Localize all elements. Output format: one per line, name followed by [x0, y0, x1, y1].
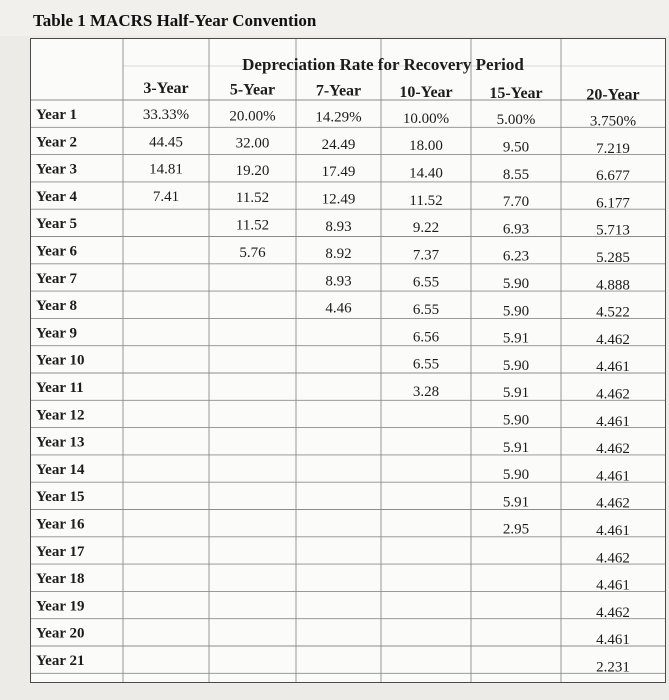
table-cell: 14.29%	[315, 109, 362, 126]
table-cell: 11.52	[235, 190, 270, 207]
table-cell: 5.90	[502, 276, 530, 292]
row-label: Year 6	[36, 243, 77, 260]
row-label: Year 1	[36, 107, 77, 123]
table-cell: 6.177	[596, 195, 630, 212]
table-cell: 8.55	[502, 166, 530, 183]
table-title: Table 1 MACRS Half-Year Convention	[33, 11, 317, 30]
row-label: Year 3	[36, 161, 77, 178]
table-cell: 7.37	[412, 247, 440, 264]
table-cell: 17.49	[321, 164, 356, 181]
table-cell: 5.90	[502, 303, 530, 320]
table-cell: 2.231	[596, 659, 630, 676]
table-cell: 5.90	[502, 357, 530, 374]
table-cell: 7.219	[596, 140, 630, 157]
table-cell: 20.00%	[229, 108, 276, 125]
table-cell: 4.461	[596, 413, 630, 430]
macrs-table	[30, 38, 666, 683]
row-label: Year 8	[36, 298, 77, 315]
table-cell: 6.23	[502, 248, 530, 265]
table-cell: 5.90	[502, 412, 530, 429]
table-cell: 5.91	[502, 385, 530, 402]
table-cell: 4.462	[596, 386, 630, 403]
table-cell: 3.750%	[589, 113, 637, 130]
table-cell: 11.52	[235, 217, 270, 234]
row-label: Year 10	[36, 352, 85, 369]
row-label: Year 7	[36, 270, 77, 287]
table-cell: 14.81	[149, 161, 183, 178]
table-cell: 5.91	[502, 494, 530, 511]
table-cell: 12.49	[321, 191, 356, 208]
table-cell: 19.20	[235, 162, 270, 179]
table-cell: 5.91	[502, 439, 530, 456]
table-cell: 4.462	[596, 550, 630, 567]
table-cell: 10.00%	[402, 110, 450, 127]
table-cell: 8.92	[325, 246, 352, 263]
row-label: Year 11	[36, 380, 84, 396]
macrs-table-grid	[31, 39, 665, 682]
table-cell: 6.677	[596, 168, 630, 185]
table-cell: 9.22	[412, 220, 440, 237]
row-label: Year 17	[36, 543, 85, 560]
row-label: Year 12	[36, 407, 85, 424]
column-header: 3-Year	[143, 80, 189, 97]
table-cell: 6.55	[412, 356, 440, 373]
table-cell: 4.462	[596, 495, 630, 512]
table-cell: 2.95	[502, 521, 530, 538]
table-cell: 33.33%	[142, 107, 190, 123]
row-label: Year 5	[36, 216, 77, 233]
row-label: Year 4	[36, 188, 77, 205]
table-cell: 32.00	[235, 135, 270, 152]
row-label: Year 18	[36, 571, 85, 588]
table-cell: 7.41	[152, 188, 180, 205]
table-cell: 14.40	[409, 165, 443, 182]
row-label: Year 13	[36, 434, 85, 451]
table-cell: 4.461	[596, 523, 630, 539]
table-cell: 8.93	[325, 273, 352, 290]
table-cell: 6.55	[412, 274, 440, 291]
row-label: Year 21	[36, 653, 85, 669]
table-cell: 18.00	[409, 138, 443, 155]
column-header: 5-Year	[229, 81, 276, 99]
table-cell: 4.462	[596, 331, 630, 348]
row-label: Year 2	[36, 134, 77, 151]
column-header: 10-Year	[399, 83, 453, 101]
table-cell: 6.55	[412, 302, 440, 318]
table-cell: 4.888	[596, 277, 630, 294]
table-cell: 4.461	[596, 359, 630, 376]
row-label: Year 20	[36, 625, 85, 642]
table-cell: 3.28	[412, 383, 440, 400]
row-label: Year 15	[36, 489, 85, 506]
table-cell: 5.76	[239, 244, 266, 261]
table-cell: 4.462	[596, 441, 630, 458]
table-cell: 7.70	[502, 194, 530, 211]
row-label: Year 9	[36, 325, 77, 342]
column-header: 7-Year	[315, 82, 362, 100]
table-cell: 24.49	[321, 136, 356, 153]
table-cell: 4.46	[325, 300, 352, 317]
column-header: 15-Year	[489, 85, 543, 103]
table-cell: 4.461	[596, 577, 630, 594]
group-header: Depreciation Rate for Recovery Period	[242, 55, 524, 74]
table-cell: 44.45	[149, 134, 183, 151]
row-label: Year 19	[36, 598, 85, 615]
table-cell: 8.93	[325, 218, 352, 235]
table-cell: 4.461	[596, 468, 630, 485]
table-cell: 4.522	[596, 304, 630, 321]
row-label: Year 14	[36, 461, 85, 478]
table-cell: 5.285	[596, 250, 630, 266]
row-label: Year 16	[36, 516, 85, 533]
table-cell: 9.50	[502, 139, 530, 156]
table-cell: 5.91	[502, 330, 530, 347]
table-cell: 6.93	[502, 221, 530, 238]
column-header: 20-Year	[586, 86, 640, 104]
table-cell: 6.56	[412, 329, 440, 346]
table-cell: 5.90	[502, 467, 530, 484]
table-cell: 11.52	[409, 192, 443, 209]
table-cell: 5.00%	[496, 112, 536, 129]
table-cell: 4.462	[596, 604, 630, 621]
table-cell: 4.461	[596, 632, 630, 649]
table-cell: 5.713	[596, 222, 630, 239]
